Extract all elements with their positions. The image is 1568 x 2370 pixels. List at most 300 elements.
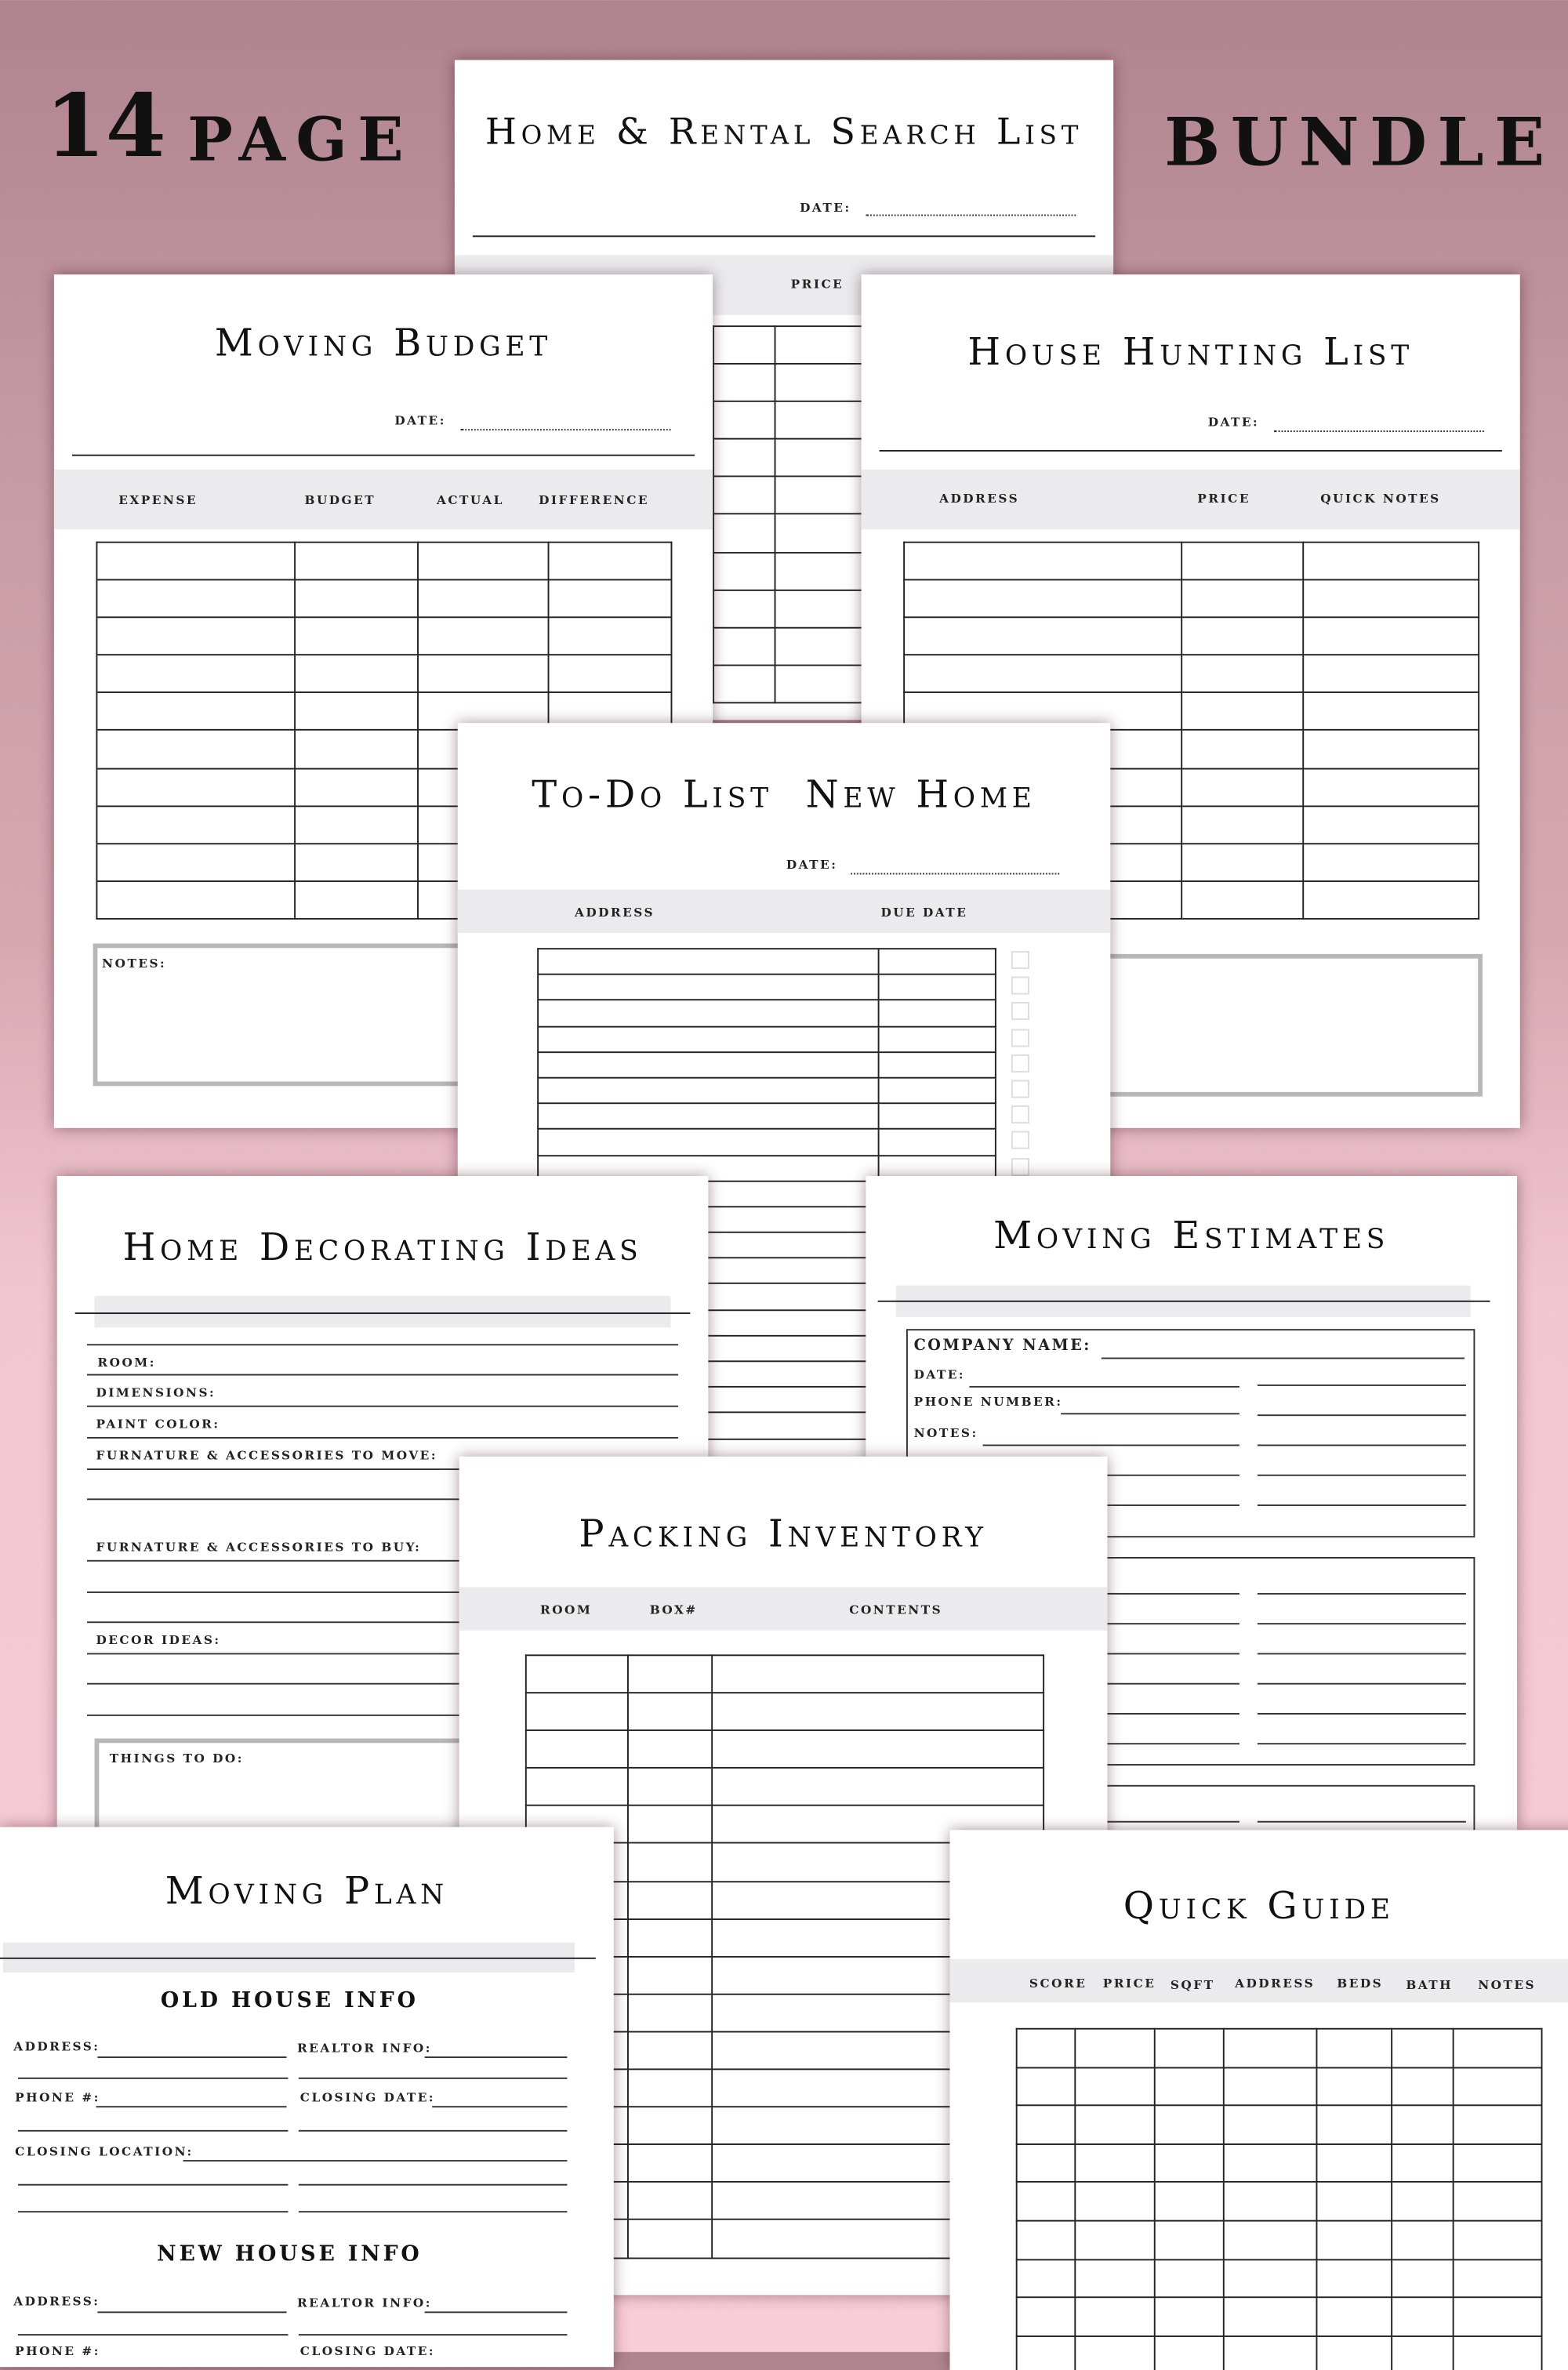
- table-cell: [1316, 2183, 1392, 2221]
- table-cell: [1392, 2336, 1453, 2370]
- table-cell: [418, 543, 549, 580]
- field-label: CLOSING DATE:: [299, 2089, 436, 2105]
- page-moving-plan: [0, 1827, 614, 2367]
- table-cell: [1454, 2336, 1542, 2370]
- table-cell: [1303, 881, 1479, 919]
- column-header: ADDRESS: [1235, 1975, 1316, 1991]
- table-cell: [1181, 655, 1303, 693]
- table-row: [1017, 2298, 1542, 2336]
- table-cell: [538, 1078, 878, 1104]
- table-cell: [1303, 618, 1479, 655]
- table-cell: [1316, 2221, 1392, 2259]
- write-line: [425, 2056, 568, 2058]
- checkbox[interactable]: [1011, 1080, 1029, 1098]
- table-cell: [1303, 731, 1479, 768]
- table-cell: [628, 1881, 712, 1918]
- table-cell: [1155, 2067, 1224, 2106]
- table-cell: [904, 655, 1181, 693]
- table-cell: [538, 1052, 878, 1078]
- table-cell: [1392, 2183, 1453, 2221]
- table-cell: [96, 806, 295, 844]
- table-row: [526, 1693, 1044, 1730]
- table-cell: [295, 844, 418, 881]
- table-cell: [1155, 2144, 1224, 2183]
- table-row: [526, 1730, 1044, 1768]
- table-cell: [628, 1655, 712, 1693]
- table-cell: [538, 974, 878, 1000]
- column-header: BEDS: [1337, 1975, 1384, 1991]
- table-row: [1017, 2067, 1542, 2106]
- table-cell: [295, 693, 418, 731]
- table-cell: [712, 1768, 1044, 1806]
- table-cell: [713, 439, 775, 477]
- table-cell: [1392, 2259, 1453, 2298]
- table-cell: [1017, 2106, 1076, 2144]
- table-cell: [628, 1918, 712, 1956]
- write-line: [96, 2106, 286, 2107]
- page-title: Moving Plan: [165, 1868, 449, 1913]
- table-cell: [549, 655, 672, 693]
- table-cell: [418, 618, 549, 655]
- table-cell: [1155, 2259, 1224, 2298]
- table-cell: [1181, 618, 1303, 655]
- table-cell: [879, 1129, 996, 1155]
- table-cell: [1454, 2259, 1542, 2298]
- table-cell: [1155, 2221, 1224, 2259]
- table-cell: [96, 693, 295, 731]
- table-cell: [1392, 2106, 1453, 2144]
- table-cell: [1017, 2067, 1076, 2106]
- write-line: [18, 2078, 289, 2079]
- write-line: [18, 2130, 289, 2132]
- column-header: CONTENTS: [849, 1602, 943, 1617]
- date-line: [851, 873, 1059, 875]
- table-cell: [538, 1129, 878, 1155]
- divider: [72, 455, 695, 457]
- table-cell: [1075, 2144, 1154, 2183]
- table-cell: [1303, 655, 1479, 693]
- table-cell: [713, 401, 775, 439]
- table-cell: [1224, 2029, 1317, 2067]
- table-cell: [628, 2144, 712, 2182]
- table-cell: [1181, 881, 1303, 919]
- divider: [880, 450, 1502, 452]
- field-label: CLOSING LOCATION:: [15, 2143, 194, 2159]
- banner-page: PAGE: [187, 104, 414, 176]
- table-cell: [295, 580, 418, 618]
- write-line: [87, 1437, 678, 1439]
- table-cell: [96, 618, 295, 655]
- column-header: PRICE: [1102, 1975, 1156, 1991]
- table-cell: [628, 1768, 712, 1806]
- write-line: [425, 2311, 568, 2313]
- table-cell: [713, 590, 775, 627]
- table-row: [1017, 2144, 1542, 2183]
- table-cell: [1181, 768, 1303, 806]
- table-cell: [1392, 2221, 1453, 2259]
- table-cell: [538, 1000, 878, 1026]
- table-cell: [879, 1052, 996, 1078]
- write-line: [18, 2184, 289, 2186]
- table-cell: [628, 2107, 712, 2144]
- table-cell: [526, 1655, 628, 1693]
- table-cell: [1224, 2106, 1317, 2144]
- table-cell: [628, 1843, 712, 1881]
- write-line: [97, 2311, 286, 2313]
- table-cell: [1075, 2259, 1154, 2298]
- table-cell: [879, 1103, 996, 1129]
- things-to-do-label: THINGS TO DO:: [109, 1750, 244, 1766]
- table-cell: [713, 665, 775, 702]
- field-label: DECOR IDEAS:: [96, 1631, 221, 1647]
- table-cell: [879, 1078, 996, 1104]
- table-row: [526, 1655, 1044, 1693]
- table-cell: [1181, 731, 1303, 768]
- write-line: [1258, 1683, 1466, 1685]
- table-cell: [712, 1655, 1044, 1693]
- table-cell: [96, 881, 295, 919]
- table-cell: [879, 1000, 996, 1026]
- write-line: [969, 1386, 1240, 1388]
- checkbox[interactable]: [1011, 1157, 1029, 1175]
- page-title: Moving Estimates: [993, 1213, 1390, 1258]
- table-cell: [1181, 844, 1303, 881]
- table-cell: [713, 552, 775, 590]
- table-row: [538, 974, 996, 1000]
- page-title: Packing Inventory: [579, 1512, 988, 1556]
- table-row: [538, 1129, 996, 1155]
- table-cell: [1454, 2183, 1542, 2221]
- table-cell: [295, 731, 418, 768]
- table-cell: [1075, 2336, 1154, 2370]
- table-cell: [1454, 2067, 1542, 2106]
- old-house-heading: OLD HOUSE INFO: [160, 1989, 419, 2013]
- table-cell: [96, 580, 295, 618]
- column-header: EXPENSE: [118, 492, 198, 507]
- table-cell: [1224, 2144, 1317, 2183]
- divider: [878, 1301, 1490, 1303]
- field-label: PHONE NUMBER:: [913, 1393, 1063, 1409]
- write-line: [1258, 1593, 1466, 1595]
- table-cell: [96, 768, 295, 806]
- table-cell: [904, 543, 1181, 580]
- table-cell: [96, 844, 295, 881]
- table-cell: [1155, 2336, 1224, 2370]
- table-cell: [1155, 2106, 1224, 2144]
- table-cell: [549, 618, 672, 655]
- table-cell: [713, 477, 775, 514]
- checkbox[interactable]: [1011, 1003, 1029, 1021]
- table-row: [538, 949, 996, 974]
- table-cell: [1017, 2029, 1076, 2067]
- table-cell: [526, 1768, 628, 1806]
- page-title: Moving Budget: [214, 321, 553, 365]
- table-cell: [549, 543, 672, 580]
- table-cell: [1454, 2144, 1542, 2183]
- table-cell: [1017, 2183, 1076, 2221]
- table-row: [538, 1026, 996, 1052]
- table-cell: [1075, 2183, 1154, 2221]
- column-header: BATH: [1406, 1976, 1454, 1992]
- write-line: [1258, 1713, 1466, 1715]
- column-header: QUICK NOTES: [1320, 490, 1441, 506]
- date-label: DATE:: [394, 412, 446, 428]
- write-line: [983, 1445, 1240, 1446]
- table-cell: [879, 974, 996, 1000]
- table-row: [526, 1768, 1044, 1806]
- table-cell: [712, 1730, 1044, 1768]
- checkbox[interactable]: [1011, 951, 1029, 969]
- table-cell: [1392, 2029, 1453, 2067]
- table-cell: [1316, 2029, 1392, 2067]
- field-label: REALTOR INFO:: [296, 2295, 432, 2310]
- page-title: House Hunting List: [967, 329, 1414, 374]
- checkbox[interactable]: [1011, 977, 1029, 995]
- table-cell: [295, 768, 418, 806]
- field-label: PHONE #:: [15, 2089, 100, 2105]
- table-cell: [96, 543, 295, 580]
- field-label: PHONE #:: [15, 2343, 100, 2358]
- table-row: [96, 543, 671, 580]
- column-header: PRICE: [790, 276, 844, 292]
- write-line: [299, 2130, 568, 2132]
- quick-guide-table: [1016, 2028, 1543, 2370]
- table-cell: [295, 655, 418, 693]
- table-cell: [628, 2220, 712, 2258]
- divider: [473, 235, 1095, 238]
- table-cell: [538, 1103, 878, 1129]
- page-title: Home & Rental Search List: [485, 111, 1083, 154]
- table-cell: [1454, 2029, 1542, 2067]
- table-cell: [713, 326, 775, 364]
- column-header: BUDGET: [304, 492, 376, 507]
- table-cell: [879, 949, 996, 974]
- table-cell: [1392, 2298, 1453, 2336]
- table-cell: [904, 618, 1181, 655]
- table-cell: [1155, 2029, 1224, 2067]
- table-cell: [628, 2069, 712, 2107]
- column-header: SQFT: [1170, 1976, 1215, 1992]
- table-row: [1017, 2336, 1542, 2370]
- table-cell: [628, 1693, 712, 1730]
- table-cell: [628, 2182, 712, 2219]
- table-cell: [904, 580, 1181, 618]
- table-row: [904, 618, 1479, 655]
- write-line: [1102, 1358, 1465, 1359]
- write-line: [1258, 1385, 1466, 1386]
- write-line: [87, 1344, 678, 1345]
- table-row: [1017, 2259, 1542, 2298]
- table-cell: [1181, 543, 1303, 580]
- table-cell: [1316, 2106, 1392, 2144]
- table-cell: [1316, 2336, 1392, 2370]
- table-cell: [1224, 2298, 1317, 2336]
- table-row: [538, 1078, 996, 1104]
- write-line: [1258, 1414, 1466, 1416]
- column-header: ADDRESS: [939, 490, 1020, 506]
- table-cell: [1303, 580, 1479, 618]
- table-cell: [1303, 768, 1479, 806]
- field-label: DATE:: [913, 1366, 966, 1382]
- column-header: PRICE: [1197, 490, 1250, 506]
- table-cell: [628, 2031, 712, 2069]
- banner-bundle: BUNDLE: [1164, 104, 1555, 182]
- checkbox[interactable]: [1011, 1105, 1029, 1123]
- column-header: DIFFERENCE: [539, 492, 650, 507]
- table-cell: [1316, 2067, 1392, 2106]
- table-cell: [1075, 2029, 1154, 2067]
- table-row: [904, 543, 1479, 580]
- write-line: [1258, 1623, 1466, 1624]
- write-line: [87, 1406, 678, 1407]
- checkbox[interactable]: [1011, 1029, 1029, 1047]
- new-house-heading: NEW HOUSE INFO: [157, 2242, 423, 2267]
- notes-label: NOTES:: [102, 955, 167, 971]
- write-line: [299, 2334, 568, 2336]
- table-cell: [1181, 693, 1303, 731]
- table-cell: [418, 580, 549, 618]
- write-line: [299, 2211, 568, 2212]
- table-cell: [713, 364, 775, 401]
- field-label: PAINT COLOR:: [96, 1416, 220, 1432]
- banner-count: 14: [45, 74, 166, 177]
- write-line: [432, 2106, 567, 2107]
- divider: [75, 1312, 691, 1315]
- date-label: DATE:: [1207, 414, 1260, 430]
- write-line: [1258, 1475, 1466, 1476]
- table-cell: [526, 1693, 628, 1730]
- table-row: [1017, 2183, 1542, 2221]
- table-cell: [1224, 2183, 1317, 2221]
- column-header: ADDRESS: [575, 904, 655, 920]
- table-cell: [1017, 2298, 1076, 2336]
- table-row: [904, 580, 1479, 618]
- date-label: DATE:: [786, 856, 838, 872]
- table-cell: [1181, 806, 1303, 844]
- table-cell: [1303, 543, 1479, 580]
- write-line: [18, 2211, 289, 2212]
- table-row: [96, 655, 671, 693]
- table-cell: [1155, 2183, 1224, 2221]
- write-line: [1258, 1445, 1466, 1446]
- table-cell: [526, 1730, 628, 1768]
- table-cell: [1181, 580, 1303, 618]
- page-title: Quick Guide: [1123, 1884, 1395, 1928]
- table-cell: [1392, 2067, 1453, 2106]
- table-cell: [1224, 2336, 1317, 2370]
- field-label: ADDRESS:: [13, 2293, 100, 2309]
- date-line: [866, 215, 1076, 216]
- write-line: [1258, 1504, 1466, 1506]
- table-cell: [1454, 2221, 1542, 2259]
- table-cell: [1075, 2221, 1154, 2259]
- table-cell: [628, 1956, 712, 1994]
- table-row: [538, 1103, 996, 1129]
- table-cell: [1392, 2144, 1453, 2183]
- table-cell: [1303, 806, 1479, 844]
- table-row: [538, 1052, 996, 1078]
- table-cell: [1316, 2144, 1392, 2183]
- field-label: FURNATURE & ACCESSORIES TO BUY:: [96, 1539, 422, 1555]
- table-cell: [628, 1806, 712, 1843]
- table-cell: [1303, 844, 1479, 881]
- write-line: [97, 2056, 286, 2058]
- column-header: NOTES: [1478, 1976, 1537, 1992]
- column-header: DUE DATE: [880, 904, 968, 920]
- table-row: [1017, 2029, 1542, 2067]
- write-line: [299, 2078, 568, 2079]
- table-cell: [1017, 2259, 1076, 2298]
- page-title: To-Do List New Home: [532, 772, 1036, 816]
- table-cell: [1075, 2298, 1154, 2336]
- table-row: [1017, 2221, 1542, 2259]
- checkbox[interactable]: [1011, 1054, 1029, 1072]
- date-line: [461, 429, 671, 430]
- page-quick-guide: [949, 1830, 1568, 2370]
- page-title: Home Decorating Ideas: [122, 1225, 643, 1269]
- date-label: DATE:: [800, 199, 851, 215]
- table-cell: [1316, 2298, 1392, 2336]
- table-cell: [1017, 2221, 1076, 2259]
- divider: [0, 1958, 596, 1960]
- table-cell: [549, 580, 672, 618]
- table-cell: [1224, 2221, 1317, 2259]
- table-cell: [1316, 2259, 1392, 2298]
- field-label: FURNATURE & ACCESSORIES TO MOVE:: [96, 1447, 437, 1463]
- table-cell: [1017, 2336, 1076, 2370]
- table-row: [96, 618, 671, 655]
- table-cell: [295, 806, 418, 844]
- table-cell: [1075, 2106, 1154, 2144]
- field-label: REALTOR INFO:: [296, 2040, 432, 2056]
- write-line: [183, 2160, 567, 2161]
- write-line: [1258, 1743, 1466, 1744]
- column-header: ACTUAL: [436, 492, 504, 507]
- column-header: SCORE: [1029, 1975, 1087, 1991]
- table-cell: [1303, 693, 1479, 731]
- table-row: [538, 1000, 996, 1026]
- table-cell: [628, 1994, 712, 2031]
- table-cell: [96, 731, 295, 768]
- field-label: DIMENSIONS:: [96, 1384, 216, 1400]
- checkbox[interactable]: [1011, 1131, 1029, 1149]
- table-row: [96, 580, 671, 618]
- table-cell: [1224, 2259, 1317, 2298]
- write-line: [299, 2184, 568, 2186]
- table-cell: [1017, 2144, 1076, 2183]
- field-label: COMPANY NAME:: [913, 1337, 1091, 1355]
- table-cell: [418, 655, 549, 693]
- column-header: BOX#: [649, 1602, 698, 1617]
- table-cell: [713, 627, 775, 665]
- table-cell: [1075, 2067, 1154, 2106]
- table-cell: [879, 1026, 996, 1052]
- write-line: [1258, 1653, 1466, 1654]
- write-line: [87, 1374, 678, 1376]
- field-label: ADDRESS:: [13, 2038, 100, 2054]
- table-cell: [1224, 2067, 1317, 2106]
- table-cell: [1454, 2106, 1542, 2144]
- date-line: [1274, 430, 1484, 432]
- write-line: [1258, 1821, 1466, 1823]
- table-cell: [628, 1730, 712, 1768]
- header-band: [458, 890, 1111, 933]
- table-cell: [295, 881, 418, 919]
- write-line: [18, 2334, 289, 2336]
- table-cell: [295, 543, 418, 580]
- table-row: [1017, 2106, 1542, 2144]
- table-cell: [295, 618, 418, 655]
